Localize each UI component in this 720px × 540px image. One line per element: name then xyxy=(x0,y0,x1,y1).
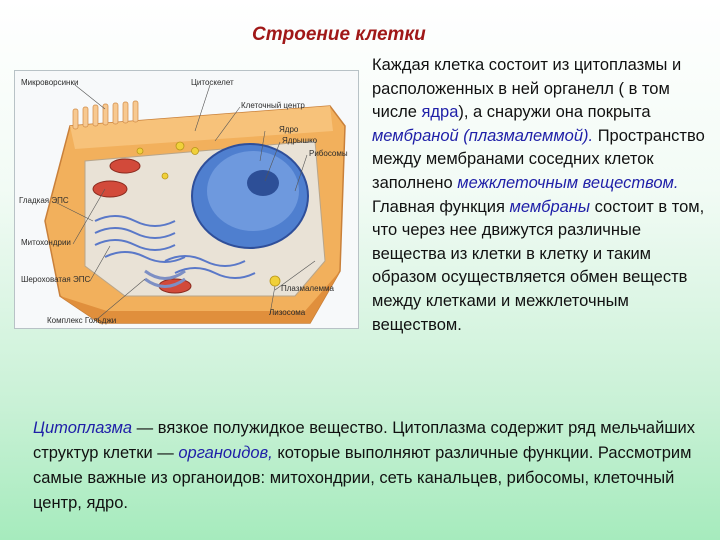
intro-text-4: Главная функция xyxy=(372,197,510,216)
slide-title: Строение клетки xyxy=(252,24,426,45)
term-intercellular-substance: межклеточным веществом. xyxy=(457,173,679,192)
label-golgi: Комплекс Гольджи xyxy=(47,316,117,325)
intro-paragraph xyxy=(372,54,712,337)
cytoplasm-paragraph xyxy=(33,416,703,516)
label-ribosomes: Рибосомы xyxy=(309,149,348,158)
term-nucleus: ядра xyxy=(421,103,459,122)
label-mitochondria: Митохондрии xyxy=(21,238,71,247)
label-cell-center: Клеточный центр xyxy=(241,101,305,110)
label-smooth-er: Гладкая ЭПС xyxy=(19,196,69,205)
label-lysosome: Лизосома xyxy=(269,308,306,317)
label-nucleolus: Ядрышко xyxy=(282,136,318,145)
intro-text-1: Каждая клетка состоит из цитоплазмы и расположенных в ней органелл ( в том числе xyxy=(372,56,682,122)
label-plasmalemma: Плазмалемма xyxy=(281,284,334,293)
bottom-text-2: которые выполняют различные функции. Рассмотрим самые важные из органоидов: митохондрии, сеть канальцев, рибосомы, клеточный центр, ядро. xyxy=(33,444,692,512)
label-microvilli: Микроворсинки xyxy=(21,78,79,87)
label-cytoskeleton: Цитоскелет xyxy=(191,78,234,87)
label-rough-er: Шероховатая ЭПС xyxy=(21,275,91,284)
intro-text-3: Пространство между мембранами соседних клеток заполнено xyxy=(372,126,705,192)
intro-text-2: ), а снаружи она покрыта xyxy=(458,103,651,122)
term-membrane-2: мембраны xyxy=(509,197,591,216)
bottom-text-1: — вязкое полужидкое вещество. Цитоплазма содержит ряд мельчайших структур клетки — xyxy=(33,419,696,462)
cell-diagram xyxy=(14,70,359,329)
term-membrane: мембраной (плазмалеммой). xyxy=(372,126,594,145)
intro-text-5: состоит в том, что через нее движутся различные вещества из клетки в клетку и таким образом осуществляется обмен веществ между клетками и межклеточным веществом. xyxy=(372,197,705,334)
label-nucleus: Ядро xyxy=(279,125,299,134)
term-cytoplasm: Цитоплазма xyxy=(33,419,133,437)
term-organoids: органоидов, xyxy=(178,444,273,462)
